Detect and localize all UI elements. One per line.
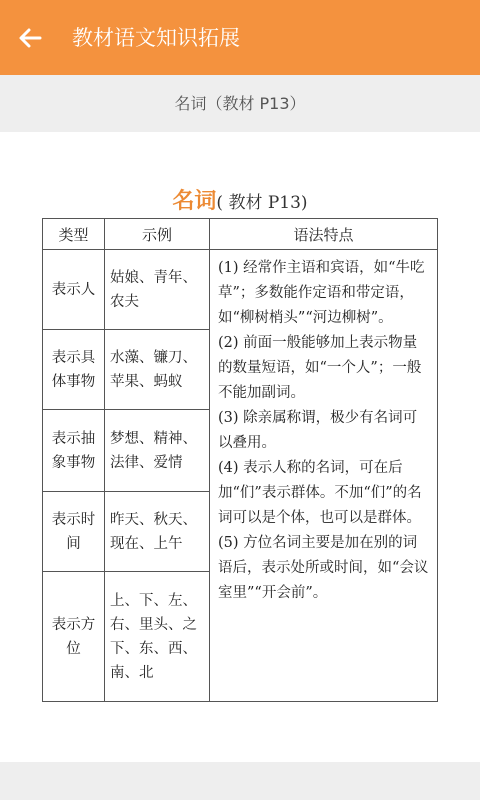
page-title: 教材语文知识拓展 [72,26,240,50]
example-cell: 姑娘、青年、农夫 [105,250,210,330]
type-cell: 表示时间 [43,492,105,572]
column-header: 语法特点 [210,219,438,250]
feature-item: (3) 除亲属称谓，极少有名词可以叠用。 [218,410,418,451]
features-cell [210,250,438,702]
feature-item: (5) 方位名词主要是加在别的词语后，表示处所或时间，如“会议室里”“开会前”。 [218,535,429,601]
bottom-bar [0,762,480,800]
example-cell: 梦想、精神、法律、爱情 [105,410,210,492]
type-cell: 表示抽象事物 [43,410,105,492]
feature-item: (4) 表示人称的名词，可在后加“们”表示群体。不加“们”的名词可以是个体，也可以是群体。 [218,460,422,526]
example-cell: 昨天、秋天、现在、上午 [105,492,210,572]
example-cell: 上、下、左、右、里头、之下、东、西、南、北 [105,572,210,702]
type-cell: 表示具体事物 [43,330,105,410]
back-button[interactable] [14,22,46,54]
document-title-main: 名词 [172,188,217,214]
arrow-left-icon [14,22,46,54]
table-row [43,250,438,330]
document-image [0,132,480,762]
feature-item: (1) 经常作主语和宾语，如“牛吃草”；多数能作定语和带定语，如“柳树梢头”“河边柳树”。 [218,260,425,326]
example-cell: 水藻、镰刀、苹果、蚂蚁 [105,330,210,410]
sub-header [0,75,480,132]
column-header: 类型 [43,219,105,250]
document-title [0,184,480,215]
document-title-sub: ( 教材 P13) [216,193,308,213]
app-bar [0,0,480,75]
column-header: 示例 [105,219,210,250]
feature-item: (2) 前面一般能够加上表示物量的数量短语，如“一个人”；一般不能加副词。 [218,335,422,401]
type-cell: 表示人 [43,250,105,330]
table-header-row [43,219,438,250]
grammar-table [42,218,438,702]
sub-header-label: 名词（教材 P13） [174,94,306,113]
type-cell: 表示方位 [43,572,105,702]
